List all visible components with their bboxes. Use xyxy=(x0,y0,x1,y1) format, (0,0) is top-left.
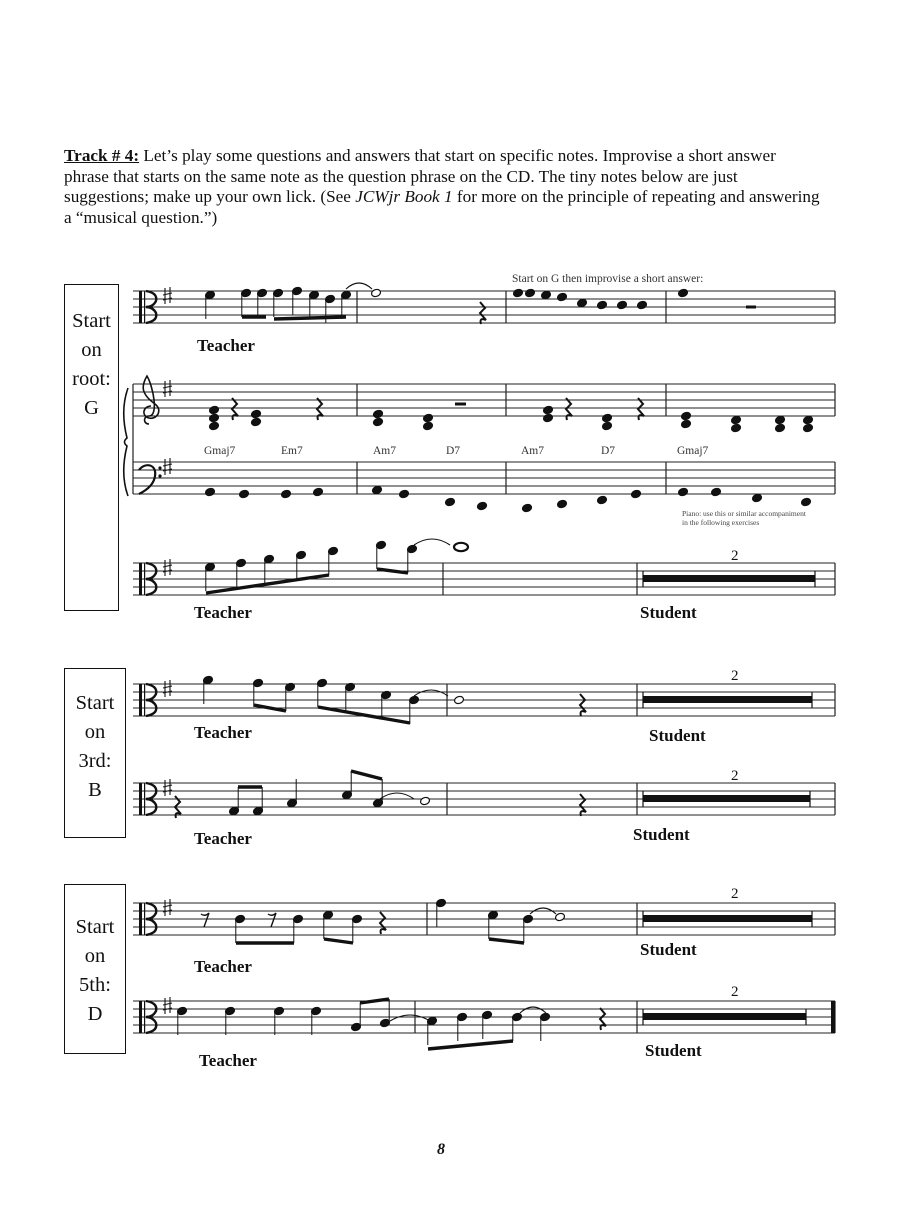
bass-note xyxy=(313,487,324,497)
intro-text-b: for more on the principle of repeating and answering a “musical question.”) xyxy=(64,187,820,227)
alto-clef xyxy=(144,903,145,935)
chord-symbol: D7 xyxy=(446,445,461,457)
multi-rest-count: 2 xyxy=(731,984,739,1000)
track-heading: Track # 4: xyxy=(64,146,140,165)
key-signature-sharp xyxy=(163,779,172,796)
chord-symbol: Am7 xyxy=(521,445,544,457)
tie xyxy=(380,793,414,799)
chord-note xyxy=(803,423,814,433)
note-beam xyxy=(360,999,389,1003)
chord-note xyxy=(543,405,554,415)
chord-symbol: Gmaj7 xyxy=(677,445,709,457)
multi-rest-count: 2 xyxy=(731,768,739,784)
bass-note xyxy=(522,503,533,513)
key-signature-sharp xyxy=(163,380,172,397)
suggestion-note xyxy=(597,300,608,310)
student-label: Student xyxy=(640,603,697,622)
whole-note xyxy=(454,543,468,551)
chord-note xyxy=(602,413,613,423)
chord-note xyxy=(775,415,786,425)
section-label-root: Start on root: G xyxy=(72,310,111,419)
suggestion-note xyxy=(541,290,552,300)
quarter-rest xyxy=(380,912,386,934)
half-note xyxy=(371,288,382,298)
chord-note xyxy=(731,423,742,433)
alto-clef xyxy=(144,563,145,595)
teacher-label: Teacher xyxy=(194,723,252,742)
chord-note xyxy=(602,421,613,431)
suggestion-note xyxy=(678,288,689,298)
chord-note xyxy=(209,413,220,423)
chord-note xyxy=(681,411,692,421)
alto-clef xyxy=(144,783,145,815)
suggestion-note xyxy=(637,300,648,310)
key-signature-sharp xyxy=(163,559,172,576)
chord-note xyxy=(251,417,262,427)
tie xyxy=(346,283,372,289)
chord-note xyxy=(423,421,434,431)
multi-measure-rest xyxy=(643,915,812,922)
multi-rest-count: 2 xyxy=(731,886,739,902)
bass-note xyxy=(281,489,292,499)
multi-measure-rest xyxy=(643,575,815,582)
book-title: JCWjr Book 1 xyxy=(355,187,453,206)
half-note xyxy=(420,796,431,806)
bass-note xyxy=(399,489,410,499)
chord-symbol: D7 xyxy=(601,445,616,457)
page-number: 8 xyxy=(437,1141,445,1158)
student-label: Student xyxy=(633,825,690,844)
bass-note xyxy=(678,487,689,497)
multi-rest-count: 2 xyxy=(731,668,739,684)
quarter-rest xyxy=(480,302,486,324)
quarter-rest xyxy=(638,398,644,420)
quarter-rest xyxy=(580,794,586,816)
note-beam xyxy=(351,771,382,779)
alto-clef xyxy=(139,563,142,595)
student-label: Student xyxy=(645,1041,702,1060)
note-beam xyxy=(489,939,524,943)
piano-note-2: in the following exercises xyxy=(682,518,760,527)
teacher-label: Teacher xyxy=(194,957,252,976)
note-beam xyxy=(428,1041,513,1049)
start-on-g-annotation: Start on G then improvise a short answer: xyxy=(512,273,704,285)
quarter-rest xyxy=(232,398,238,420)
chord-note xyxy=(373,417,384,427)
chord-note xyxy=(731,415,742,425)
teacher-label: Teacher xyxy=(194,603,252,622)
teacher-label: Teacher xyxy=(194,829,252,848)
chord-note xyxy=(803,415,814,425)
quarter-rest xyxy=(317,398,323,420)
bass-note xyxy=(752,493,763,503)
note-beam xyxy=(206,575,329,593)
alto-clef xyxy=(139,903,142,935)
bass-note xyxy=(631,489,642,499)
chord-note xyxy=(543,413,554,423)
bass-note xyxy=(711,487,722,497)
chord-note xyxy=(209,405,220,415)
tie xyxy=(520,1007,546,1013)
piano-note-1: Piano: use this or similar accompaniment xyxy=(682,509,806,518)
quarter-rest xyxy=(580,694,586,716)
chord-note xyxy=(251,409,262,419)
bass-clef xyxy=(158,466,161,469)
chord-note xyxy=(775,423,786,433)
quarter-rest xyxy=(600,1008,606,1030)
key-signature-sharp xyxy=(163,287,172,304)
multi-rest-count: 2 xyxy=(731,548,739,564)
tie xyxy=(414,539,450,545)
key-signature-sharp xyxy=(163,899,172,916)
alto-clef xyxy=(144,291,145,323)
alto-clef xyxy=(139,291,142,323)
bass-note xyxy=(597,495,608,505)
bass-note xyxy=(445,497,456,507)
alto-clef xyxy=(144,684,145,716)
alto-clef xyxy=(139,1001,142,1033)
key-signature-sharp xyxy=(163,458,172,475)
suggestion-note xyxy=(617,300,628,310)
half-note xyxy=(454,695,465,705)
tie xyxy=(390,1015,430,1021)
chord-note xyxy=(373,409,384,419)
section-label-fifth: Start on 5th: D xyxy=(75,916,115,1025)
suggestion-note xyxy=(557,292,568,302)
section-label-third: Start on 3rd: B xyxy=(75,692,115,801)
alto-clef xyxy=(144,1001,145,1033)
eighth-rest xyxy=(201,913,209,927)
eighth-rest xyxy=(268,913,276,927)
student-label: Student xyxy=(649,726,706,745)
alto-clef xyxy=(139,783,142,815)
note-beam xyxy=(318,707,410,723)
chord-note xyxy=(423,413,434,423)
chord-symbol: Em7 xyxy=(281,445,303,457)
bass-note xyxy=(205,487,216,497)
key-signature-sharp xyxy=(163,680,172,697)
piano-treble-staff xyxy=(133,376,835,424)
suggestion-note xyxy=(525,288,536,298)
bass-note xyxy=(239,489,250,499)
chord-note xyxy=(681,419,692,429)
piano-brace xyxy=(124,388,128,496)
quarter-rest xyxy=(566,398,572,420)
intro-text-a: Let’s play some questions and answers that start on specific notes. Improvise a short answer phrase that starts on the same note as the question phrase on the CD. The tiny notes below are just suggestions; make up your own lick. (See xyxy=(64,146,776,206)
tie xyxy=(414,690,448,696)
multi-measure-rest xyxy=(643,1013,806,1020)
final-barline xyxy=(831,1001,835,1033)
bass-note xyxy=(801,497,812,507)
suggestion-note xyxy=(513,288,524,298)
teacher-label: Teacher xyxy=(199,1051,257,1070)
multi-measure-rest xyxy=(643,696,812,703)
alto-clef xyxy=(139,684,142,716)
note-beam xyxy=(377,569,408,573)
suggestion-note xyxy=(577,298,588,308)
teacher-label: Teacher xyxy=(197,336,255,355)
multi-measure-rest xyxy=(643,795,810,802)
student-label: Student xyxy=(640,940,697,959)
note-beam xyxy=(274,317,346,319)
bass-note xyxy=(372,485,383,495)
note-beam xyxy=(324,939,353,943)
bass-clef xyxy=(158,474,161,477)
chord-symbol: Am7 xyxy=(373,445,396,457)
chord-note xyxy=(209,421,220,431)
key-signature-sharp xyxy=(163,997,172,1014)
piano-bass-staff xyxy=(133,458,835,494)
bass-note xyxy=(477,501,488,511)
bass-note xyxy=(557,499,568,509)
chord-symbol: Gmaj7 xyxy=(204,445,236,457)
